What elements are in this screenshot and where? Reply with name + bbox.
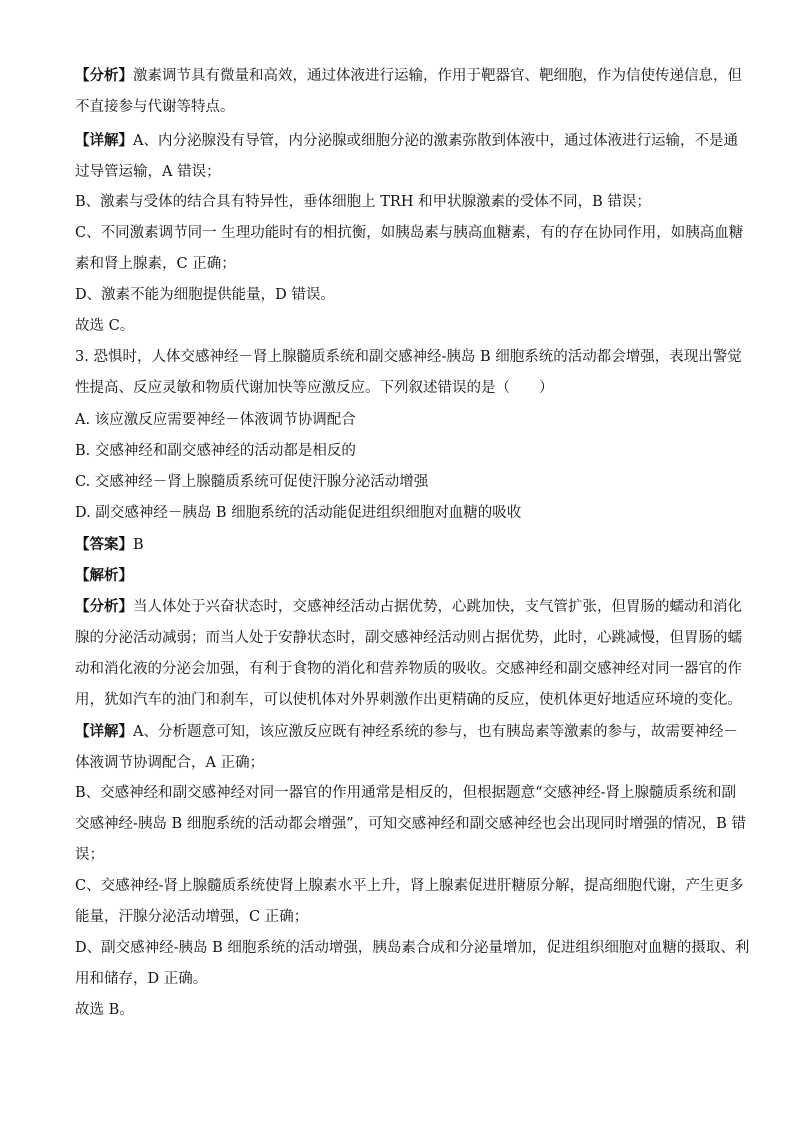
q3-c-line-1: C、交感神经-肾上腺髓质系统使肾上腺素水平上升，肾上腺素促进肝糖原分解，提高细胞代谢，产生更多 bbox=[75, 878, 744, 894]
option-d: D. 副交感神经－胰岛 B 细胞系统的活动能促进组织细胞对血糖的吸收 bbox=[75, 505, 522, 521]
prev-analysis bbox=[75, 60, 742, 123]
q3-detail-line-2: 体液调节协调配合，A 正确； bbox=[75, 755, 265, 771]
answer bbox=[75, 529, 725, 561]
prev-analysis-line-1: 激素调节具有微量和高效，通过体液进行运输，作用于靶器官、靶细胞，作为信使传递信息，但 bbox=[133, 68, 742, 84]
prev-option-d: D、激素不能为细胞提供能量，D 错误。 bbox=[75, 287, 335, 303]
q3-d-line-2: 用和储存，D 正确。 bbox=[75, 971, 208, 987]
q3-analysis-line-3: 动和消化液的分泌会加强，有利于食物的消化和营养物质的吸收。交感神经和副交感神经对同一器官的作 bbox=[75, 661, 742, 677]
q3-analysis-line-1: 当人体处于兴奋状态时，交感神经活动占据优势，心跳加快，支气管扩张，但胃肠的蠕动和消化 bbox=[133, 599, 742, 615]
detail-tag: 【详解】 bbox=[75, 723, 133, 740]
detail-tag: 【详解】 bbox=[75, 132, 133, 149]
question-3-stem bbox=[75, 342, 742, 404]
q3-c-line-2: 能量，汗腺分泌活动增强，C 正确； bbox=[75, 909, 309, 925]
option-c: C. 交感神经－肾上腺髓质系统可促使汗腺分泌活动增强 bbox=[75, 474, 429, 490]
q3-analysis-line-2: 腺的分泌活动减弱；而当人处于安静状态时，副交感神经活动则占据优势，此时，心跳减慢，但胃肠的蠕 bbox=[75, 630, 742, 646]
q3-detail-line-1: A、分析题意可知，该应激反应既有神经系统的参与，也有胰岛素等激素的参与，故需要神经－ bbox=[133, 724, 738, 740]
option-a: A. 该应激反应需要神经－体液调节协调配合 bbox=[75, 412, 356, 428]
q3-option-b-explain bbox=[75, 778, 746, 871]
prev-option-c-line-1: C、不同激素调节同一 生理功能时有的相抗衡，如胰岛素与胰高血糖素，有的存在协同作用，如胰高血糖 bbox=[75, 225, 744, 241]
q3-detail bbox=[75, 716, 738, 779]
prev-option-c bbox=[75, 218, 744, 280]
prev-choice: 故选 C。 bbox=[75, 318, 135, 334]
q3-b-line-3: 误； bbox=[75, 847, 104, 863]
prev-option-c-line-2: 素和肾上腺素，C 正确； bbox=[75, 256, 236, 272]
prev-analysis-line-2: 不直接参与代谢等特点。 bbox=[75, 99, 235, 115]
analysis-tag: 【分析】 bbox=[75, 598, 133, 615]
q3-option-c-explain bbox=[75, 871, 744, 933]
q3-d-line-1: D、副交感神经-胰岛 B 细胞系统的活动增强，胰岛素合成和分泌量增加，促进组织细胞对血糖的摄取、利 bbox=[75, 940, 750, 956]
stem-line-2: 性提高、反应灵敏和物质代谢加快等应激反应。下列叙述错误的是（ ） bbox=[75, 380, 554, 396]
analysis-tag: 【分析】 bbox=[75, 67, 133, 84]
explain-heading: 【解析】 bbox=[75, 567, 133, 584]
prev-detail-line-1: A、内分泌腺没有导管，内分泌腺或细胞分泌的激素弥散到体液中，通过体液进行运输，不是通 bbox=[133, 133, 738, 149]
prev-option-b: B、激素与受体的结合具有特异性，垂体细胞上 TRH 和甲状腺激素的受体不同，B 错误； bbox=[75, 194, 651, 210]
q3-analysis-line-4: 用，犹如汽车的油门和刹车，可以使机体对外界刺激作出更精确的反应，使机体更好地适应环境的变化。 bbox=[75, 692, 742, 708]
stem-line-1: 3. 恐惧时，人体交感神经－肾上腺髓质系统和副交感神经-胰岛 B 细胞系统的活动都会增强，表现出警觉 bbox=[75, 349, 742, 365]
q3-analysis bbox=[75, 591, 742, 716]
q3-option-d-explain bbox=[75, 933, 750, 995]
prev-detail-line-2: 过导管运输，A 错误； bbox=[75, 164, 221, 180]
q3-b-line-1: B、交感神经和副交感神经对同一器官的作用通常是相反的，但根据题意“交感神经-肾上腺髓质系统和副 bbox=[75, 785, 736, 801]
q3-b-line-2: 交感神经-胰岛 B 细胞系统的活动都会增强”，可知交感神经和副交感神经也会出现同时增强的情况，B 错 bbox=[75, 816, 746, 832]
answer-tag: 【答案】 bbox=[75, 536, 133, 553]
q3-choice: 故选 B。 bbox=[75, 1002, 134, 1018]
prev-detail bbox=[75, 125, 738, 188]
answer-value: B bbox=[133, 537, 144, 553]
option-b: B. 交感神经和副交感神经的活动都是相反的 bbox=[75, 443, 356, 459]
